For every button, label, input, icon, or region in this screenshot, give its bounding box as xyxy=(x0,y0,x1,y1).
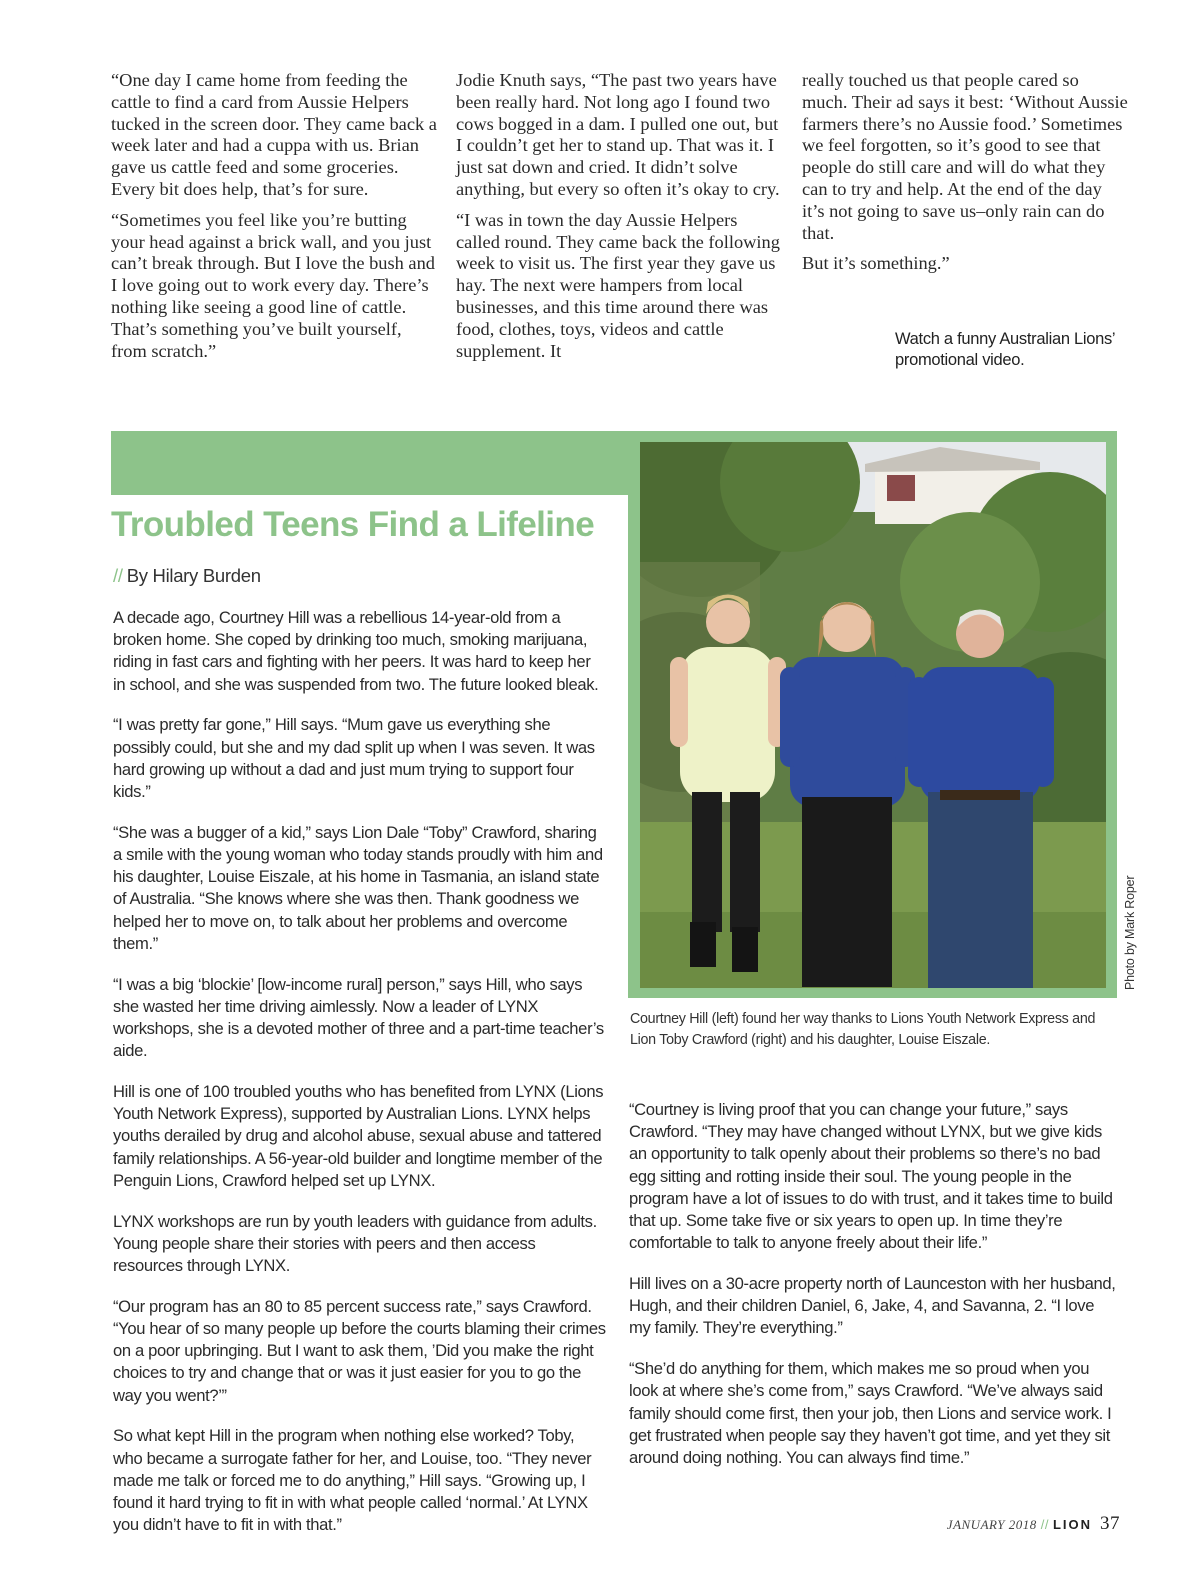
photo-credit: Photo by Mark Roper xyxy=(1123,875,1137,990)
page-footer xyxy=(947,1513,1120,1535)
continued-column-3 xyxy=(802,70,1128,284)
promo-video-link[interactable]: Watch a funny Australian Lions’ promotional video. xyxy=(895,330,1115,369)
page-number: 37 xyxy=(1100,1513,1120,1534)
article-headline: Troubled Teens Find a Lifeline xyxy=(111,505,595,544)
paragraph: LYNX workshops are run by youth leaders with guidance from adults. Young people share their stories with peers and then access resources through LYNX. xyxy=(113,1211,597,1276)
continued-column-1 xyxy=(111,70,437,371)
paragraph: “She was a bugger of a kid,” says Lion Dale “Toby” Crawford, sharing a smile with the young woman who today stands proudly with him and his daughter, Louise Eiszale, at his home in Tasmania, an island state of Australia. “She knows where she was then. Thank goodness we helped her to move on, to talk about her problems and overcome them.” xyxy=(113,822,603,953)
paragraph: “Sometimes you feel like you’re butting your head against a brick wall, and you just can’t break through. But I love the bush and I love going out to work every day. There’s nothing like seeing a good line of cattle. That’s something you’ve built yourself, from scratch.” xyxy=(111,209,435,361)
paragraph: “Courtney is living proof that you can change your future,” says Crawford. “They may have changed without LYNX, but we give kids an opportunity to talk openly about their problems so there’s no bad egg sitting and rotting inside their soul. The young people in the program have a lot of issues to do with trust, and it takes time to build that up. Some take five or six years to open up. In time they’re comfortable to talk to anyone freely about their life.” xyxy=(629,1100,1113,1253)
article-photo xyxy=(640,442,1106,988)
paragraph: So what kept Hill in the program when nothing else worked? Toby, who became a surrogate father for her, and Louise, too. “They never made me talk or forced me to do anything,” Hill says. “Growing up, I found it hard trying to fit in with what people called ‘normal.’ At LYNX you didn’t have to fit in with that.” xyxy=(113,1426,592,1535)
photo-caption: Courtney Hill (left) found her way thanks to Lions Youth Network Express and Lion Toby Crawford (right) and his daughter, Louise Eiszale. xyxy=(630,1011,1096,1048)
paragraph: “She’d do anything for them, which makes me so proud when you look at where she’s come from,” says Crawford. “We’ve always said family should come first, then your job, then Lions and service work. I get frustrated when people say they haven’t got time, and yet they sit around doing nothing. You can always find time.” xyxy=(629,1359,1112,1468)
footer-separator: // xyxy=(1040,1517,1049,1532)
paragraph: “I was in town the day Aussie Helpers called round. They came back the following week to visit us. The first year they gave us hay. The next were hampers from local businesses, and this time around there was food, clothes, toys, videos and cattle supplement. It xyxy=(456,209,780,361)
article-body-left xyxy=(113,607,606,1555)
paragraph: “Our program has an 80 to 85 percent success rate,” says Crawford. “You hear of so many people up before the courts blaming their crimes on a poor upbringing. But I want to ask them, ’Did you make the right choices to try and change that or was it just easier for you to go the way you went?’” xyxy=(113,1296,606,1405)
paragraph: Jodie Knuth says, “The past two years have been really hard. Not long ago I found two cows bogged in a dam. I pulled one out, but I couldn’t get her to stand up. That was it. I just sat down and cried. It didn’t solve anything, but every so often it’s okay to cry. xyxy=(456,70,780,199)
byline xyxy=(113,565,261,587)
paragraph: A decade ago, Courtney Hill was a rebellious 14-year-old from a broken home. She coped by drinking too much, smoking marijuana, riding in fast cars and fighting with her peers. It was hard to keep her in school, and she was suspended from two. The future looked bleak. xyxy=(113,608,599,694)
paragraph: “One day I came home from feeding the cattle to find a card from Aussie Helpers tucked in the screen door. They came back a week later and had a cuppa with us. Brian gave us cattle feed and some groceries. Every bit does help, that’s for sure. xyxy=(111,70,437,199)
byline-slashes: // xyxy=(113,565,123,586)
article-body-right xyxy=(629,1099,1119,1488)
magazine-name: LION xyxy=(1052,1517,1092,1532)
paragraph: Hill lives on a 30-acre property north of Launceston with her husband, Hugh, and their children Daniel, 6, Jake, 4, and Savanna, 2. “I love my family. They’re everything.” xyxy=(629,1274,1116,1338)
paragraph: “I was pretty far gone,” Hill says. “Mum gave us everything she possibly could, but she and my dad split up when I was seven. It was hard growing up without a dad and just mum trying to support four kids.” xyxy=(113,715,595,802)
byline-author: By Hilary Burden xyxy=(126,565,261,586)
continued-column-2 xyxy=(456,70,782,371)
issue-date: JANUARY 2018 xyxy=(946,1517,1037,1532)
paragraph: But it’s something.” xyxy=(802,253,950,274)
paragraph: “I was a big ‘blockie’ [low-income rural] person,” says Hill, who says she wasted her time driving aimlessly. Now a leader of LYNX workshops, she is a devoted mother of three and a part-time teacher’s aide. xyxy=(113,974,604,1061)
paragraph: Hill is one of 100 troubled youths who has benefited from LYNX (Lions Youth Network Express), supported by Australian Lions. LYNX helps youths derailed by drug and alcohol abuse, sexual abuse and tattered family relationships. A 56-year-old builder and longtime member of the Penguin Lions, Crawford helped set up LYNX. xyxy=(113,1082,604,1190)
paragraph: really touched us that people cared so much. Their ad says it best: ‘Without Aussie farmers there’s no Aussie food.’ Sometimes we feel forgotten, so it’s good to see that people do still care and will do what they can to try and help. At the end of the day it’s not going to save us–only rain can do that. xyxy=(802,70,1128,243)
